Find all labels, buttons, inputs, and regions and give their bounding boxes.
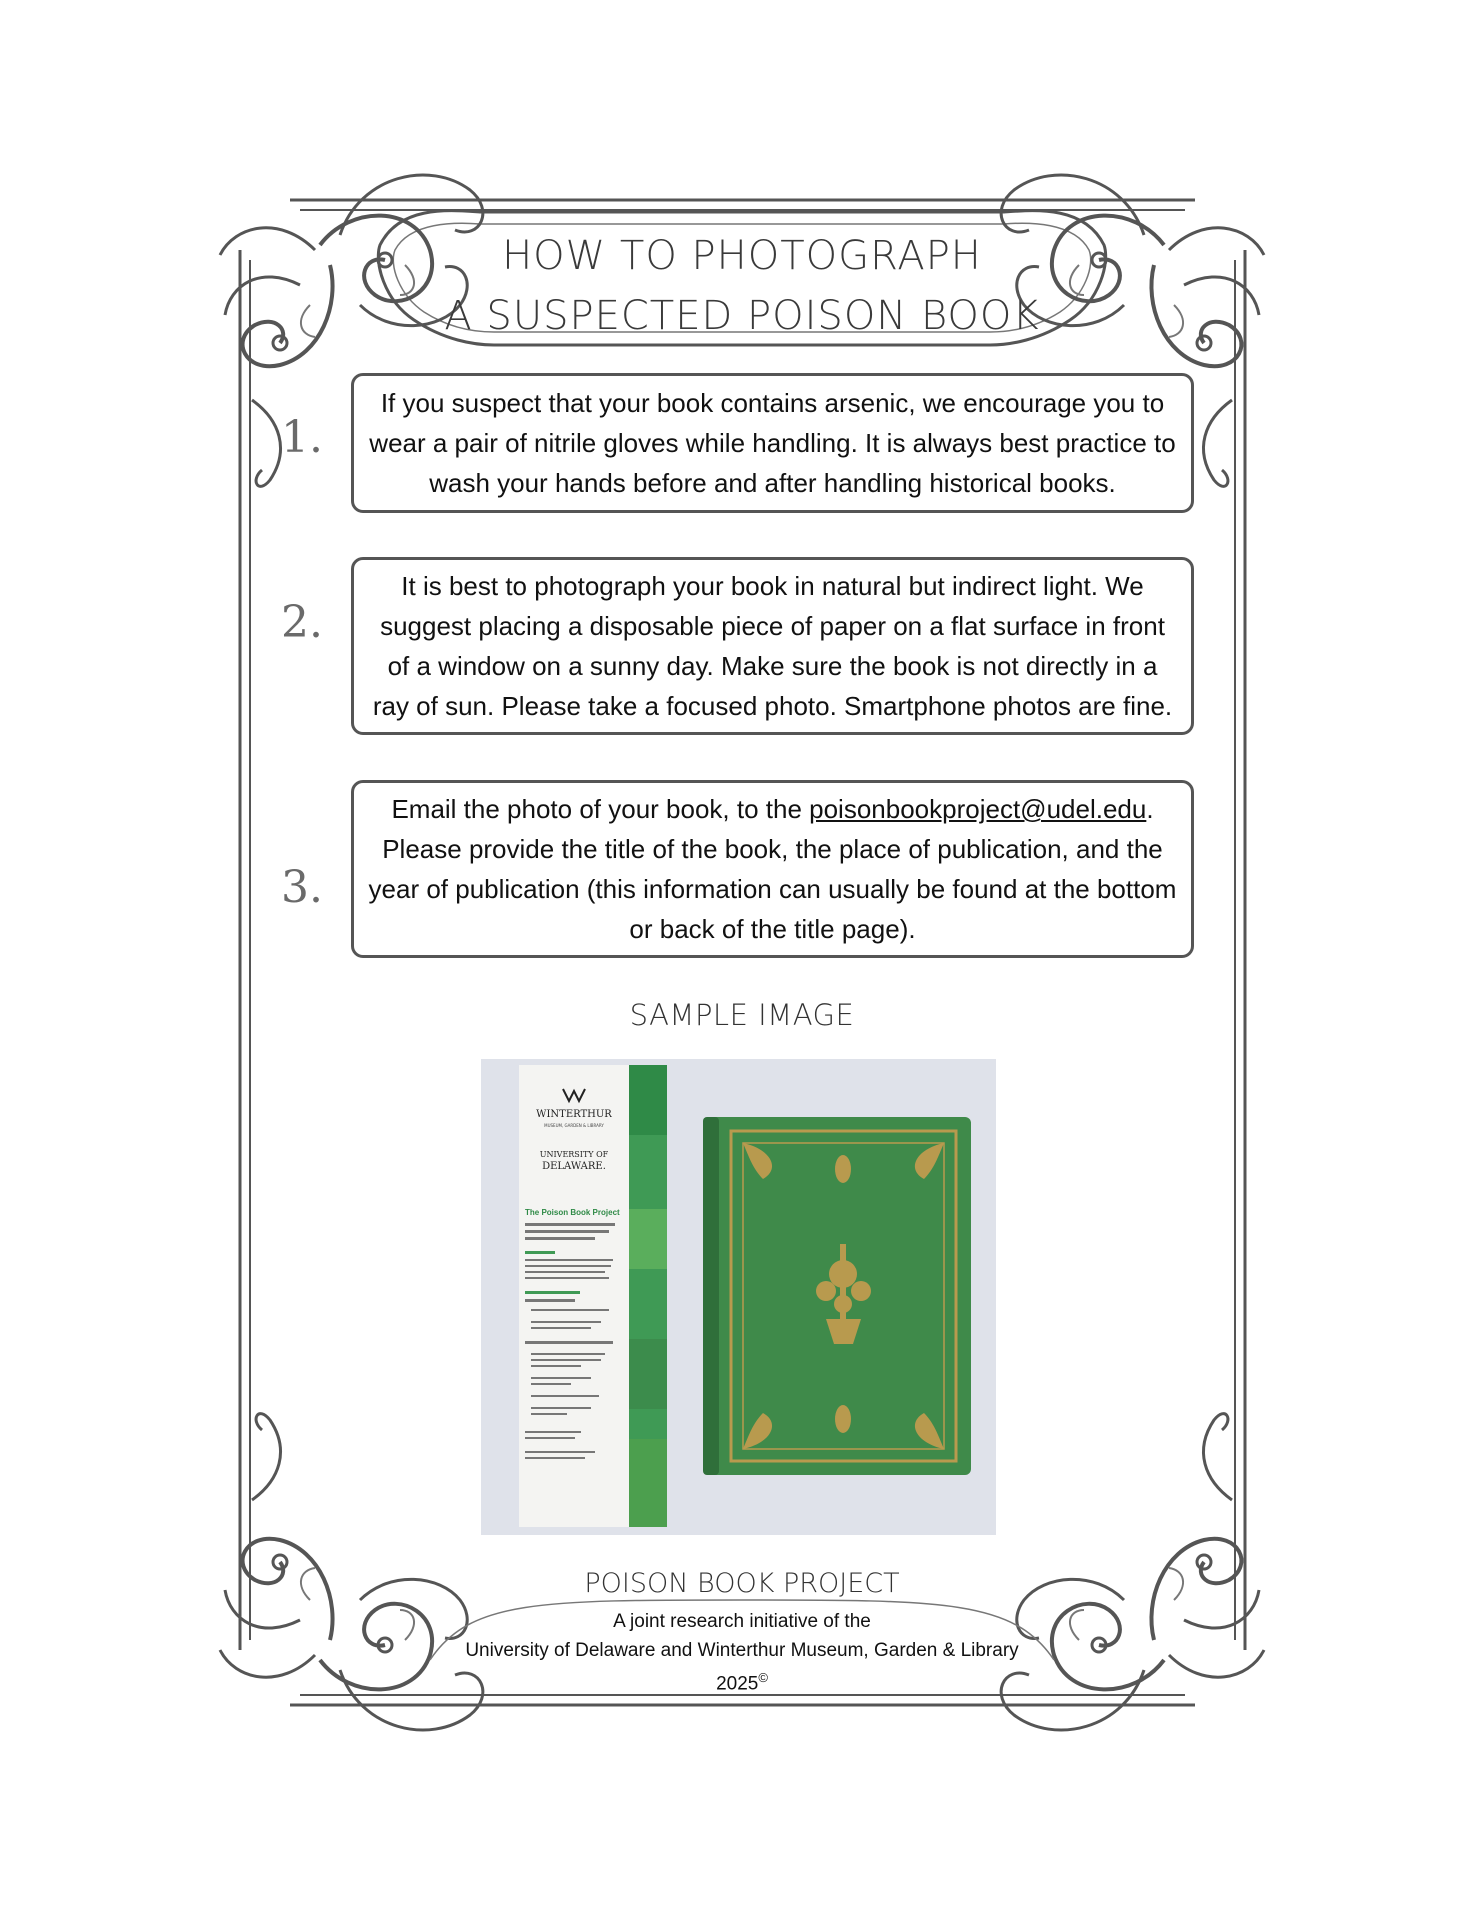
bookmark-museum-sub: MUSEUM, GARDEN & LIBRARY (544, 1123, 604, 1128)
footer-title: POISON BOOK PROJECT (584, 1568, 900, 1599)
title-line-1: HOW TO PHOTOGRAPH (502, 233, 982, 279)
sample-photo (481, 1059, 996, 1535)
footer-line-1: A joint research initiative of the (613, 1611, 871, 1632)
bookmark-project-title: The Poison Book Project (525, 1208, 620, 1217)
bookmark-museum: WINTERTHUR (536, 1109, 612, 1120)
step-3-box (351, 780, 1194, 958)
footer-year: 2025 (716, 1673, 759, 1695)
sample-image-label: SAMPLE IMAGE (629, 998, 855, 1032)
title-line-2: A SUSPECTED POISON BOOK (444, 293, 1040, 339)
page-title (380, 226, 1104, 346)
step-3-text (366, 789, 1179, 949)
copyright-icon: © (758, 1670, 768, 1685)
footer-line-2: University of Delaware and Winterthur Museum, Garden & Library (465, 1640, 1019, 1661)
step-3-number: 3. (281, 862, 323, 913)
step-2-number: 2. (281, 597, 323, 648)
step-2-box (351, 557, 1194, 735)
step-1-box (351, 373, 1194, 513)
step-3-text-before: Email the photo of your book, to the (391, 794, 810, 824)
step-1-number: 1. (281, 412, 323, 463)
step-3-text-after: . Please provide the title of the book, the place of publication, and the year of publication (this information can usually be found at the bottom or back of the title page). (368, 794, 1177, 944)
step-2-text: It is best to photograph your book in natural but indirect light. We suggest placing a disposable piece of paper on a flat surface in front of a window on a sunny day. Make sure the book is not directly in a ray of sun. Please take a focused photo. Smartphone photos are fine. (372, 571, 1173, 721)
bookmark-university-2: DELAWARE. (542, 1161, 606, 1172)
bookmark-university-1: UNIVERSITY OF (539, 1150, 609, 1159)
step-1-text: If you suspect that your book contains arsenic, we encourage you to wear a pair of nitrile gloves while handling. It is always best practice to wash your hands before and after handling historical books. (369, 388, 1176, 498)
footer-year-line (380, 1670, 1104, 1695)
email-link[interactable]: poisonbookproject@udel.edu (809, 794, 1147, 824)
